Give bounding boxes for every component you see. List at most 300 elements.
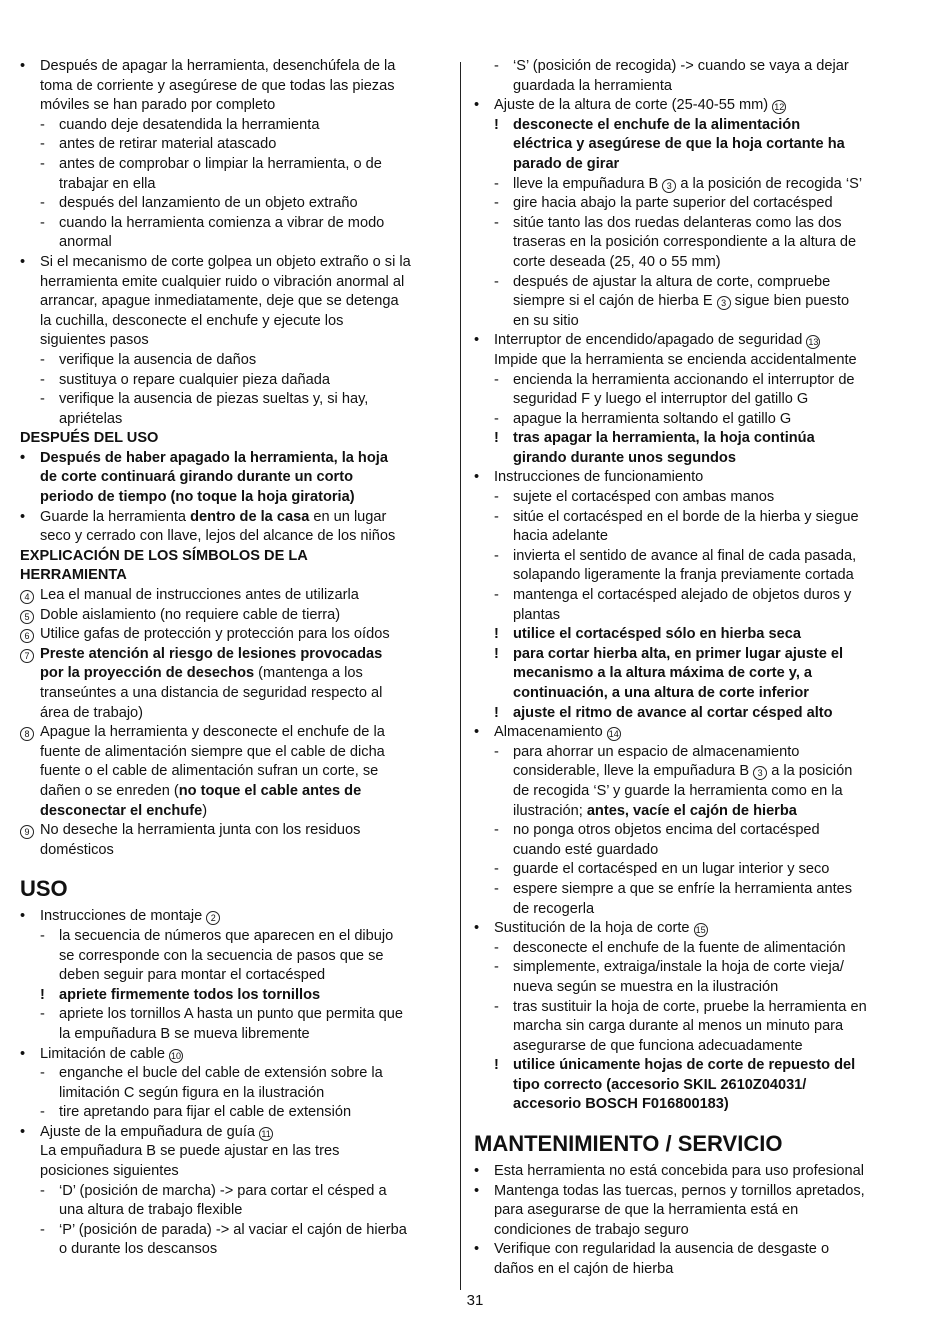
line-text: apriete los tornillos A hasta un punto que permita que: [59, 1006, 403, 1023]
text-run: lleve la empuñadura B: [513, 175, 663, 192]
figure-number-icon: 3: [662, 179, 676, 193]
dash-marker: -: [494, 371, 499, 388]
sub-item-line: [20, 1103, 448, 1123]
symbol-number-marker: [20, 645, 34, 665]
bullet-marker: •: [474, 920, 480, 937]
line-text: guardada la herramienta: [513, 77, 673, 94]
line-text: tras apagar la herramienta, la hoja continúa: [513, 430, 815, 447]
line-text: en su sitio: [513, 312, 579, 329]
line-text: tras sustituir la hoja de corte, pruebe la herramienta en: [513, 998, 867, 1015]
figure-number-icon: 3: [717, 296, 731, 310]
bullet-marker: •: [474, 1182, 480, 1199]
line-text: solapando ligeramente la franja previamente cortada: [513, 567, 854, 584]
dash-marker: -: [494, 880, 499, 897]
line-text: enganche el bucle del cable de extensión sobre la: [59, 1065, 383, 1082]
line-text: sustituya o repare cualquier pieza dañada: [59, 371, 330, 388]
line-text: apriételas: [59, 410, 123, 427]
sub-item-line: [474, 704, 904, 724]
bullet-marker: •: [20, 1123, 26, 1140]
dash-marker: -: [40, 195, 45, 212]
sub-item-line: [474, 762, 904, 782]
list-item-line: [474, 468, 904, 488]
list-item-line: [20, 57, 448, 77]
dash-marker: -: [494, 587, 499, 604]
sub-item-line: [20, 1064, 448, 1084]
dash-marker: -: [494, 58, 499, 74]
line-text: parado de girar: [513, 155, 620, 172]
sub-item-line: [474, 1017, 904, 1037]
line-text: domésticos: [40, 841, 114, 858]
text-run: ilustración;: [513, 802, 587, 819]
figure-number-icon: 13: [808, 337, 819, 348]
line-text: utilice únicamente hojas de corte de repuesto del: [513, 1057, 856, 1074]
line-text: Impide que la herramienta se encienda accidentalmente: [494, 351, 857, 368]
sub-item-line: [474, 527, 904, 547]
sub-item-line: [474, 175, 904, 195]
text-run: ): [202, 802, 208, 819]
line-text: deben seguir para montar el cortacésped: [59, 967, 326, 984]
figure-number-icon: 15: [695, 925, 706, 936]
sub-item-line: [474, 880, 904, 900]
bullet-marker: •: [20, 58, 26, 74]
dash-marker: -: [494, 195, 499, 212]
dash-marker: -: [40, 155, 45, 172]
symbol-number-marker: [20, 586, 34, 606]
sub-item-line: [474, 743, 904, 763]
line-text: de recogerla: [513, 900, 595, 917]
list-item-line: [20, 762, 448, 782]
dash-marker: -: [40, 1006, 45, 1023]
line-text: periodo de tiempo (no toque la hoja giratoria): [40, 489, 355, 506]
line-text: la secuencia de números que aparecen en el dibujo: [59, 927, 394, 944]
dash-marker: -: [40, 1065, 45, 1082]
list-item-line: [20, 1162, 448, 1182]
line-text: mantenga el cortacésped alejado de objetos duros y: [513, 587, 852, 604]
list-item-line: [20, 292, 448, 312]
warning-marker: !: [494, 645, 499, 662]
bullet-marker: •: [20, 253, 26, 270]
line-text: accesorio BOSCH F016800183): [513, 1096, 729, 1113]
list-item-line: [474, 96, 904, 116]
sub-item-line: [474, 978, 904, 998]
line-text: sujete el cortacésped con ambas manos: [513, 489, 775, 506]
figure-number-icon: 2: [206, 911, 220, 925]
symbol-number-marker: [20, 625, 34, 645]
line-text: tipo correcto (accesorio SKIL 2610Z04031/: [513, 1076, 807, 1093]
warning-marker: !: [40, 986, 45, 1003]
line-text: limitación C según figura en la ilustración: [59, 1084, 325, 1101]
line-text: eléctrica y asegúrese de que la hoja cortante ha: [513, 136, 845, 153]
dash-marker: -: [494, 861, 499, 878]
sub-item-line: [20, 390, 448, 410]
sub-item-line: [474, 194, 904, 214]
figure-number-icon: 9: [20, 825, 34, 839]
sub-item-line: [474, 312, 904, 332]
line-text: gire hacia abajo la parte superior del cortacésped: [513, 195, 833, 212]
sub-item-line: [474, 77, 904, 97]
line-text: guarde el cortacésped en un lugar interior y seco: [513, 861, 830, 878]
line-text: Ajuste de la empuñadura de guía: [40, 1123, 256, 1140]
text-run: sigue bien puesto: [730, 293, 850, 310]
list-item-line: [20, 743, 448, 763]
sub-item-line: [474, 939, 904, 959]
list-item-line: [20, 508, 448, 528]
line-text: seguridad F y luego el interruptor del gatillo G: [513, 391, 809, 408]
text-run: a la posición de recogida ‘S’: [676, 175, 863, 192]
dash-marker: -: [494, 939, 499, 956]
dash-marker: -: [494, 273, 499, 290]
sub-item-line: [20, 1005, 448, 1025]
list-item-line: [20, 684, 448, 704]
list-item-line: [474, 723, 904, 743]
sub-item-line: [474, 214, 904, 234]
line-text: la cuchilla, desconecte el enchufe y ejecute los: [40, 312, 344, 329]
list-item-line: [20, 312, 448, 332]
column-divider: [460, 62, 461, 1290]
line-text: herramienta emite cualquier ruido o vibración anormal al: [40, 273, 405, 290]
dash-marker: -: [40, 214, 45, 231]
line-text: espere siempre a que se enfríe la herramienta antes: [513, 880, 853, 897]
list-item-line: [20, 449, 448, 469]
sub-item-line: [474, 645, 904, 665]
sub-item-line: [474, 371, 904, 391]
list-item-line: [20, 77, 448, 97]
line-text: para asegurarse de que la herramienta está en: [494, 1202, 799, 1219]
sub-item-line: [474, 821, 904, 841]
list-item-line: [20, 1045, 448, 1065]
line-text: de corte continuará girando durante un corto: [40, 469, 353, 486]
subsection-heading: [20, 566, 448, 586]
list-item-line: [474, 1182, 904, 1202]
line-text: o durante los descansos: [59, 1241, 218, 1258]
line-text: hacia adelante: [513, 528, 608, 545]
line-text: después del lanzamiento de un objeto extraño: [59, 195, 358, 212]
line-text: siguientes pasos: [40, 332, 149, 349]
sub-item-line: [474, 155, 904, 175]
sub-item-line: [474, 684, 904, 704]
line-text: marcha sin carga durante al menos un minuto para: [513, 1018, 844, 1035]
sub-item-line: [20, 1201, 448, 1221]
line-text: no ponga otros objetos encima del cortacésped: [513, 822, 820, 839]
line-text: continuación, a una altura de corte inferior: [513, 685, 809, 701]
list-item-line: [474, 1162, 904, 1182]
sub-item-line: [474, 566, 904, 586]
sub-item-line: [20, 1084, 448, 1104]
dash-marker: -: [40, 1104, 45, 1121]
sub-item-line: [474, 802, 904, 822]
sub-item-line: [474, 782, 904, 802]
dash-marker: -: [40, 1221, 45, 1238]
list-item-line: [474, 1260, 904, 1280]
line-text: ajuste el ritmo de avance al cortar césped alto: [513, 704, 833, 721]
sub-item-line: [474, 1056, 904, 1076]
line-text: HERRAMIENTA: [20, 567, 127, 584]
sub-item-line: [20, 351, 448, 371]
line-text: para cortar hierba alta, en primer lugar ajuste el: [513, 645, 844, 662]
line-text: para ahorrar un espacio de almacenamiento: [513, 743, 800, 760]
line-text: la empuñadura B se mueva libremente: [59, 1025, 310, 1042]
sub-item-line: [20, 116, 448, 136]
warning-marker: !: [494, 626, 499, 643]
line-text: Después de apagar la herramienta, desenchúfela de la: [40, 58, 396, 74]
list-item-line: [20, 841, 448, 861]
bullet-marker: •: [20, 449, 26, 466]
sub-item-line: [474, 410, 904, 430]
line-text: de recogida ‘S’ y guarde la herramienta como en la: [513, 782, 843, 799]
line-text: transeúntes a una distancia de seguridad respecto al: [40, 685, 383, 701]
dash-marker: -: [40, 116, 45, 133]
sub-item-line: [474, 958, 904, 978]
line-text: desconecte el enchufe de la fuente de alimentación: [513, 939, 846, 956]
list-item-line: [20, 664, 448, 684]
list-item-line: [20, 821, 448, 841]
line-text: asegurarse de que funciona adecuadamente: [513, 1037, 803, 1054]
text-run: dentro de la casa: [190, 508, 310, 525]
warning-marker: !: [494, 430, 499, 447]
dash-marker: -: [494, 489, 499, 506]
list-item-line: [474, 351, 904, 371]
figure-number-icon: 11: [259, 1127, 273, 1141]
line-text: Ajuste de la altura de corte (25-40-55 mm): [494, 97, 769, 114]
list-item-line: [20, 625, 448, 645]
line-text: una altura de trabajo flexible: [59, 1202, 243, 1219]
line-text: fuente o el cable de alimentación sufran un corte, se: [40, 763, 379, 780]
line-text: arrancar, apague inmediatamente, deje que se detenga: [40, 293, 399, 310]
line-text: plantas: [513, 606, 561, 623]
sub-item-line: [474, 606, 904, 626]
text-run: no toque el cable antes de: [178, 782, 362, 799]
line-text: toma de corriente y asegúrese de que todas las piezas: [40, 77, 395, 94]
sub-item-line: [474, 488, 904, 508]
sub-item-line: [20, 410, 448, 430]
sub-item-line: [20, 175, 448, 195]
line-text: utilice el cortacésped sólo en hierba seca: [513, 626, 801, 643]
line-text: traseras en la posición correspondiente a la altura de: [513, 234, 857, 251]
line-text: área de trabajo): [40, 704, 144, 721]
bullet-marker: •: [474, 724, 480, 741]
line-text: DESPUÉS DEL USO: [20, 430, 159, 447]
line-text: después de ajustar la altura de corte, compruebe: [513, 273, 831, 290]
dash-marker: -: [494, 410, 499, 427]
line-text: condiciones de trabajo seguro: [494, 1221, 689, 1238]
bullet-marker: •: [474, 1241, 480, 1258]
line-text: tire apretando para fijar el cable de extensión: [59, 1104, 352, 1121]
list-item-line: [474, 331, 904, 351]
line-text: apriete firmemente todos los tornillos: [59, 986, 321, 1003]
line-text: Instrucciones de funcionamiento: [494, 469, 704, 486]
dash-marker: -: [40, 371, 45, 388]
line-text: antes de retirar material atascado: [59, 136, 277, 153]
line-text: EXPLICACIÓN DE LOS SÍMBOLOS DE LA: [20, 547, 308, 564]
line-text: ‘P’ (posición de parada) -> al vaciar el cajón de hierba: [59, 1221, 407, 1238]
dash-marker: -: [40, 1182, 45, 1199]
list-item-line: [20, 704, 448, 724]
line-text: ‘D’ (posición de marcha) -> para cortar el césped a: [59, 1182, 387, 1199]
list-item-line: [474, 1201, 904, 1221]
list-item-line: [20, 723, 448, 743]
dash-marker: -: [494, 822, 499, 839]
sub-item-line: [474, 135, 904, 155]
text-run: considerable, lleve la empuñadura B: [513, 763, 754, 780]
dash-marker: -: [494, 998, 499, 1015]
line-text: girando durante unos segundos: [513, 449, 736, 466]
line-text: Verifique con regularidad la ausencia de desgaste o: [494, 1241, 830, 1258]
sub-item-line: [474, 390, 904, 410]
sub-item-line: [474, 292, 904, 312]
dash-marker: -: [494, 959, 499, 976]
text-run: Guarde la herramienta: [40, 508, 191, 525]
line-text: verifique la ausencia de daños: [59, 351, 257, 368]
line-text: se corresponde con la secuencia de pasos que se: [59, 947, 384, 964]
line-text: Lea el manual de instrucciones antes de utilizarla: [40, 587, 359, 604]
line-text: mecanismo a la altura máxima de corte y, a: [513, 665, 813, 682]
line-text: apague la herramienta soltando el gatillo G: [513, 410, 792, 427]
symbol-number-marker: [20, 821, 34, 841]
sub-item-line: [474, 998, 904, 1018]
line-text: Mantenga todas las tuercas, pernos y tornillos apretados,: [494, 1182, 865, 1199]
sub-item-line: [474, 1076, 904, 1096]
text-run: desconectar el enchufe: [40, 802, 203, 819]
sub-item-line: [474, 253, 904, 273]
sub-item-line: [20, 927, 448, 947]
line-text: Preste atención al riesgo de lesiones provocadas: [40, 645, 383, 662]
text-run: antes, vacíe el cajón de hierba: [586, 802, 797, 819]
list-item-line: [20, 96, 448, 116]
subsection-heading: [20, 547, 448, 567]
line-text: desconecte el enchufe de la alimentación: [513, 116, 801, 133]
sub-item-line: [474, 508, 904, 528]
line-text: No deseche la herramienta junta con los residuos: [40, 822, 361, 839]
list-item-line: [20, 331, 448, 351]
sub-item-line: [474, 625, 904, 645]
dash-marker: -: [494, 508, 499, 525]
sub-item-line: [474, 233, 904, 253]
list-item-line: [20, 782, 448, 802]
line-text: sitúe el cortacésped en el borde de la hierba y siegue: [513, 508, 859, 525]
sub-item-line: [20, 214, 448, 234]
bullet-marker: •: [20, 508, 26, 525]
sub-item-line: [474, 841, 904, 861]
sub-item-line: [20, 155, 448, 175]
line-text: Almacenamiento: [494, 724, 603, 741]
sub-item-line: [20, 1221, 448, 1241]
line-text: Limitación de cable: [40, 1045, 165, 1062]
line-text: Si el mecanismo de corte golpea un objeto extraño o si la: [40, 253, 411, 270]
line-text: daños en el cajón de hierba: [494, 1261, 674, 1278]
figure-number-icon: 6: [20, 629, 34, 643]
line-text: cuando la herramienta comienza a vibrar de modo: [59, 214, 385, 231]
list-item-line: [20, 802, 448, 822]
figure-number-icon: 7: [20, 649, 34, 663]
figure-number-icon: 5: [20, 610, 34, 624]
line-text: Interruptor de encendido/apagado de seguridad: [494, 332, 803, 349]
line-text: Utilice gafas de protección y protección para los oídos: [40, 626, 390, 643]
line-text: fuente de alimentación siempre que el cable de dicha: [40, 743, 385, 760]
bullet-marker: •: [474, 1163, 480, 1180]
sub-item-line: [20, 947, 448, 967]
text-run: siempre si el cajón de hierba E: [513, 293, 717, 310]
line-text: Sustitución de la hoja de corte: [494, 920, 690, 937]
figure-number-icon: 14: [608, 729, 619, 740]
list-item-line: [20, 468, 448, 488]
line-text: móviles se han parado por completo: [40, 97, 276, 114]
dash-marker: -: [494, 214, 499, 231]
line-text: La empuñadura B se puede ajustar en las tres: [40, 1143, 340, 1160]
sub-item-line: [20, 966, 448, 986]
page-number: 31: [466, 1292, 484, 1309]
line-text: nueva según se muestra en la ilustración: [513, 978, 779, 995]
dash-marker: -: [40, 391, 45, 408]
dash-marker: -: [494, 175, 499, 192]
line-text: seco y cerrado con llave, lejos del alcance de los niños: [40, 528, 396, 545]
section-heading: MANTENIMIENTO / SERVICIO: [474, 1131, 783, 1157]
line-text: corte deseada (25, 40 o 55 mm): [513, 253, 721, 270]
sub-item-line: [474, 586, 904, 606]
list-item-line: [474, 1221, 904, 1241]
list-item-line: [474, 1240, 904, 1260]
dash-marker: -: [40, 136, 45, 153]
text-run: (mantenga a los: [254, 665, 363, 682]
line-text: sitúe tanto las dos ruedas delanteras como las dos: [513, 214, 842, 231]
warning-marker: !: [494, 704, 499, 721]
sub-item-line: [20, 233, 448, 253]
line-text: Instrucciones de montaje: [40, 908, 203, 925]
dash-marker: -: [494, 547, 499, 564]
sub-item-line: [20, 371, 448, 391]
line-text: trabajar en ella: [59, 175, 156, 192]
figure-number-icon: 12: [774, 102, 785, 113]
right-column: [474, 57, 904, 1280]
list-item-line: [20, 527, 448, 547]
left-column: [20, 57, 448, 1260]
list-item-line: [20, 645, 448, 665]
line-text: Apague la herramienta y desconecte el enchufe de la: [40, 724, 385, 741]
figure-number-icon: 3: [753, 766, 767, 780]
line-text: antes de comprobar o limpiar la herramienta, o de: [59, 155, 382, 172]
figure-number-icon: 10: [170, 1050, 181, 1061]
sub-item-line: [474, 900, 904, 920]
bullet-marker: •: [474, 97, 480, 114]
bullet-marker: •: [474, 469, 480, 486]
text-run: por la proyección de desechos: [40, 665, 255, 682]
text-run: dañen o se enreden (: [40, 782, 179, 799]
line-text: verifique la ausencia de piezas sueltas y, si hay,: [59, 391, 369, 408]
list-item-line: [474, 919, 904, 939]
text-run: en un lugar: [309, 508, 387, 525]
dash-marker: -: [494, 743, 499, 760]
symbol-number-marker: [20, 723, 34, 743]
sub-item-line: [20, 1182, 448, 1202]
sub-item-line: [474, 664, 904, 684]
warning-marker: !: [494, 116, 499, 133]
figure-number-icon: 8: [20, 727, 34, 741]
list-item-line: [20, 606, 448, 626]
bullet-marker: •: [474, 332, 480, 349]
sub-item-line: [474, 547, 904, 567]
subsection-heading: [20, 429, 448, 449]
sub-item-line: [474, 860, 904, 880]
list-item-line: [20, 253, 448, 273]
sub-item-line: [474, 273, 904, 293]
symbol-number-marker: [20, 606, 34, 626]
sub-item-line: [20, 986, 448, 1006]
section-heading: USO: [20, 876, 68, 902]
list-item-line: [20, 488, 448, 508]
sub-item-line: [474, 1095, 904, 1115]
line-text: cuando deje desatendida la herramienta: [59, 116, 320, 133]
sub-item-line: [474, 429, 904, 449]
line-text: simplemente, extraiga/instale la hoja de corte vieja/: [513, 959, 844, 976]
